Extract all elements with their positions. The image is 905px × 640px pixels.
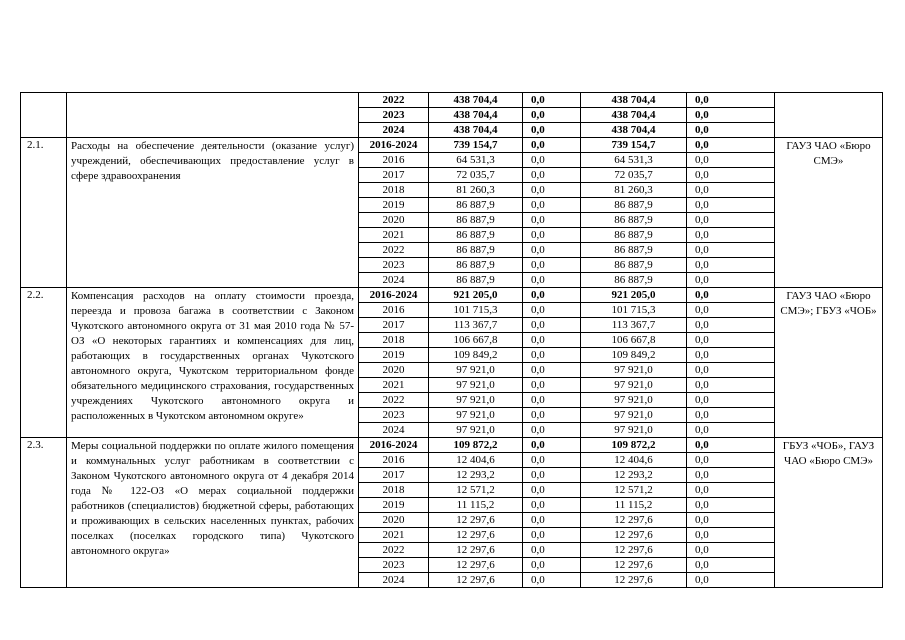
fund-amount-cell: 12 297,6 bbox=[581, 558, 687, 573]
row-number-cell: 2.1. bbox=[21, 138, 67, 288]
year-cell: 2018 bbox=[359, 483, 429, 498]
total-amount-cell: 12 404,6 bbox=[429, 453, 523, 468]
budget-table bbox=[20, 92, 883, 588]
zero-amount-cell: 0,0 bbox=[687, 228, 775, 243]
executor-cell bbox=[775, 93, 883, 138]
year-cell: 2023 bbox=[359, 408, 429, 423]
zero-amount-cell: 0,0 bbox=[687, 378, 775, 393]
zero-amount-cell: 0,0 bbox=[687, 363, 775, 378]
zero-amount-cell: 0,0 bbox=[523, 423, 581, 438]
total-amount-cell: 113 367,7 bbox=[429, 318, 523, 333]
fund-amount-cell: 438 704,4 bbox=[581, 108, 687, 123]
zero-amount-cell: 0,0 bbox=[687, 408, 775, 423]
zero-amount-cell: 0,0 bbox=[523, 453, 581, 468]
total-amount-cell: 97 921,0 bbox=[429, 378, 523, 393]
fund-amount-cell: 86 887,9 bbox=[581, 243, 687, 258]
zero-amount-cell: 0,0 bbox=[523, 93, 581, 108]
year-cell: 2017 bbox=[359, 468, 429, 483]
zero-amount-cell: 0,0 bbox=[523, 513, 581, 528]
table-row bbox=[21, 288, 883, 303]
fund-amount-cell: 109 872,2 bbox=[581, 438, 687, 453]
fund-amount-cell: 86 887,9 bbox=[581, 228, 687, 243]
year-cell: 2016-2024 bbox=[359, 288, 429, 303]
year-cell: 2023 bbox=[359, 108, 429, 123]
year-cell: 2023 bbox=[359, 258, 429, 273]
zero-amount-cell: 0,0 bbox=[523, 333, 581, 348]
zero-amount-cell: 0,0 bbox=[687, 453, 775, 468]
total-amount-cell: 97 921,0 bbox=[429, 423, 523, 438]
zero-amount-cell: 0,0 bbox=[523, 528, 581, 543]
activity-name-cell: Расходы на обеспечение деятельности (оказание услуг) учреждений, обеспечивающих предоставление услуг в сфере здравоохранения bbox=[67, 138, 359, 288]
zero-amount-cell: 0,0 bbox=[687, 558, 775, 573]
zero-amount-cell: 0,0 bbox=[687, 273, 775, 288]
total-amount-cell: 739 154,7 bbox=[429, 138, 523, 153]
year-cell: 2017 bbox=[359, 318, 429, 333]
fund-amount-cell: 12 293,2 bbox=[581, 468, 687, 483]
fund-amount-cell: 106 667,8 bbox=[581, 333, 687, 348]
total-amount-cell: 109 849,2 bbox=[429, 348, 523, 363]
table-row bbox=[21, 93, 883, 108]
year-cell: 2022 bbox=[359, 243, 429, 258]
total-amount-cell: 12 293,2 bbox=[429, 468, 523, 483]
zero-amount-cell: 0,0 bbox=[523, 498, 581, 513]
fund-amount-cell: 12 297,6 bbox=[581, 543, 687, 558]
zero-amount-cell: 0,0 bbox=[687, 93, 775, 108]
zero-amount-cell: 0,0 bbox=[523, 258, 581, 273]
year-cell: 2022 bbox=[359, 543, 429, 558]
zero-amount-cell: 0,0 bbox=[687, 423, 775, 438]
zero-amount-cell: 0,0 bbox=[687, 483, 775, 498]
total-amount-cell: 921 205,0 bbox=[429, 288, 523, 303]
year-cell: 2017 bbox=[359, 168, 429, 183]
zero-amount-cell: 0,0 bbox=[523, 183, 581, 198]
year-cell: 2020 bbox=[359, 363, 429, 378]
fund-amount-cell: 12 571,2 bbox=[581, 483, 687, 498]
table-row bbox=[21, 438, 883, 453]
fund-amount-cell: 12 297,6 bbox=[581, 528, 687, 543]
row-number-cell bbox=[21, 93, 67, 138]
year-cell: 2020 bbox=[359, 513, 429, 528]
zero-amount-cell: 0,0 bbox=[523, 288, 581, 303]
year-cell: 2019 bbox=[359, 348, 429, 363]
fund-amount-cell: 113 367,7 bbox=[581, 318, 687, 333]
total-amount-cell: 86 887,9 bbox=[429, 228, 523, 243]
year-cell: 2024 bbox=[359, 123, 429, 138]
zero-amount-cell: 0,0 bbox=[687, 198, 775, 213]
zero-amount-cell: 0,0 bbox=[523, 123, 581, 138]
year-cell: 2016-2024 bbox=[359, 438, 429, 453]
total-amount-cell: 86 887,9 bbox=[429, 273, 523, 288]
zero-amount-cell: 0,0 bbox=[687, 168, 775, 183]
fund-amount-cell: 11 115,2 bbox=[581, 498, 687, 513]
zero-amount-cell: 0,0 bbox=[687, 318, 775, 333]
zero-amount-cell: 0,0 bbox=[523, 543, 581, 558]
total-amount-cell: 101 715,3 bbox=[429, 303, 523, 318]
activity-name-cell bbox=[67, 93, 359, 138]
zero-amount-cell: 0,0 bbox=[687, 138, 775, 153]
zero-amount-cell: 0,0 bbox=[523, 318, 581, 333]
fund-amount-cell: 86 887,9 bbox=[581, 198, 687, 213]
zero-amount-cell: 0,0 bbox=[523, 438, 581, 453]
total-amount-cell: 86 887,9 bbox=[429, 213, 523, 228]
table-row bbox=[21, 138, 883, 153]
zero-amount-cell: 0,0 bbox=[687, 303, 775, 318]
fund-amount-cell: 739 154,7 bbox=[581, 138, 687, 153]
zero-amount-cell: 0,0 bbox=[687, 468, 775, 483]
total-amount-cell: 12 571,2 bbox=[429, 483, 523, 498]
fund-amount-cell: 438 704,4 bbox=[581, 123, 687, 138]
zero-amount-cell: 0,0 bbox=[687, 183, 775, 198]
zero-amount-cell: 0,0 bbox=[523, 573, 581, 588]
fund-amount-cell: 86 887,9 bbox=[581, 213, 687, 228]
zero-amount-cell: 0,0 bbox=[687, 348, 775, 363]
year-cell: 2024 bbox=[359, 573, 429, 588]
executor-cell: ГБУЗ «ЧОБ», ГАУЗ ЧАО «Бюро СМЭ» bbox=[775, 438, 883, 588]
fund-amount-cell: 101 715,3 bbox=[581, 303, 687, 318]
year-cell: 2019 bbox=[359, 498, 429, 513]
zero-amount-cell: 0,0 bbox=[687, 243, 775, 258]
zero-amount-cell: 0,0 bbox=[523, 243, 581, 258]
total-amount-cell: 12 297,6 bbox=[429, 528, 523, 543]
year-cell: 2018 bbox=[359, 333, 429, 348]
fund-amount-cell: 12 297,6 bbox=[581, 573, 687, 588]
total-amount-cell: 97 921,0 bbox=[429, 393, 523, 408]
year-cell: 2021 bbox=[359, 378, 429, 393]
year-cell: 2024 bbox=[359, 273, 429, 288]
year-cell: 2016 bbox=[359, 153, 429, 168]
fund-amount-cell: 109 849,2 bbox=[581, 348, 687, 363]
zero-amount-cell: 0,0 bbox=[687, 498, 775, 513]
year-cell: 2020 bbox=[359, 213, 429, 228]
zero-amount-cell: 0,0 bbox=[687, 108, 775, 123]
total-amount-cell: 72 035,7 bbox=[429, 168, 523, 183]
fund-amount-cell: 81 260,3 bbox=[581, 183, 687, 198]
zero-amount-cell: 0,0 bbox=[523, 213, 581, 228]
zero-amount-cell: 0,0 bbox=[523, 198, 581, 213]
fund-amount-cell: 921 205,0 bbox=[581, 288, 687, 303]
activity-name-cell: Компенсация расходов на оплату стоимости проезда, переезда и провоза багажа в соответствии с Законом Чукотского автономного округа от 31 мая 2010 года № 57-ОЗ «О некоторых гарантиях и компенсациях для лиц, работающих в государственных органах Чукотского автономного округа, Чукотском территориальном фонде обязательного медицинского страхования, государственных учреждениях Чукотского автономного округа и расположенных в Чукотском автономном округе» bbox=[67, 288, 359, 438]
zero-amount-cell: 0,0 bbox=[523, 483, 581, 498]
zero-amount-cell: 0,0 bbox=[523, 468, 581, 483]
zero-amount-cell: 0,0 bbox=[687, 513, 775, 528]
total-amount-cell: 86 887,9 bbox=[429, 243, 523, 258]
zero-amount-cell: 0,0 bbox=[523, 138, 581, 153]
row-number-cell: 2.2. bbox=[21, 288, 67, 438]
year-cell: 2018 bbox=[359, 183, 429, 198]
year-cell: 2022 bbox=[359, 93, 429, 108]
year-cell: 2016 bbox=[359, 453, 429, 468]
zero-amount-cell: 0,0 bbox=[523, 228, 581, 243]
total-amount-cell: 109 872,2 bbox=[429, 438, 523, 453]
zero-amount-cell: 0,0 bbox=[523, 408, 581, 423]
year-cell: 2019 bbox=[359, 198, 429, 213]
row-number-cell: 2.3. bbox=[21, 438, 67, 588]
zero-amount-cell: 0,0 bbox=[687, 393, 775, 408]
total-amount-cell: 81 260,3 bbox=[429, 183, 523, 198]
zero-amount-cell: 0,0 bbox=[523, 378, 581, 393]
year-cell: 2023 bbox=[359, 558, 429, 573]
fund-amount-cell: 72 035,7 bbox=[581, 168, 687, 183]
executor-cell: ГАУЗ ЧАО «Бюро СМЭ»; ГБУЗ «ЧОБ» bbox=[775, 288, 883, 438]
year-cell: 2022 bbox=[359, 393, 429, 408]
total-amount-cell: 12 297,6 bbox=[429, 573, 523, 588]
year-cell: 2021 bbox=[359, 528, 429, 543]
total-amount-cell: 438 704,4 bbox=[429, 93, 523, 108]
zero-amount-cell: 0,0 bbox=[687, 528, 775, 543]
fund-amount-cell: 438 704,4 bbox=[581, 93, 687, 108]
fund-amount-cell: 64 531,3 bbox=[581, 153, 687, 168]
zero-amount-cell: 0,0 bbox=[523, 153, 581, 168]
zero-amount-cell: 0,0 bbox=[523, 558, 581, 573]
fund-amount-cell: 97 921,0 bbox=[581, 423, 687, 438]
total-amount-cell: 106 667,8 bbox=[429, 333, 523, 348]
zero-amount-cell: 0,0 bbox=[523, 348, 581, 363]
zero-amount-cell: 0,0 bbox=[523, 363, 581, 378]
fund-amount-cell: 86 887,9 bbox=[581, 273, 687, 288]
zero-amount-cell: 0,0 bbox=[523, 108, 581, 123]
total-amount-cell: 64 531,3 bbox=[429, 153, 523, 168]
zero-amount-cell: 0,0 bbox=[687, 123, 775, 138]
fund-amount-cell: 97 921,0 bbox=[581, 378, 687, 393]
fund-amount-cell: 12 297,6 bbox=[581, 513, 687, 528]
total-amount-cell: 12 297,6 bbox=[429, 558, 523, 573]
total-amount-cell: 97 921,0 bbox=[429, 363, 523, 378]
zero-amount-cell: 0,0 bbox=[687, 288, 775, 303]
activity-name-cell: Меры социальной поддержки по оплате жилого помещения и коммунальных услуг работникам в соответствии с Законом Чукотского автономного округа от 4 декабря 2014 года № 122-ОЗ «О мерах социальной поддержки работников (специалистов) бюджетной сферы, работающих и проживающих в сельских населенных пунктах, рабочих поселках (поселках городского типа) Чукотского автономного округа» bbox=[67, 438, 359, 588]
fund-amount-cell: 86 887,9 bbox=[581, 258, 687, 273]
zero-amount-cell: 0,0 bbox=[523, 168, 581, 183]
zero-amount-cell: 0,0 bbox=[687, 258, 775, 273]
fund-amount-cell: 97 921,0 bbox=[581, 393, 687, 408]
executor-cell: ГАУЗ ЧАО «Бюро СМЭ» bbox=[775, 138, 883, 288]
year-cell: 2016 bbox=[359, 303, 429, 318]
total-amount-cell: 11 115,2 bbox=[429, 498, 523, 513]
total-amount-cell: 86 887,9 bbox=[429, 258, 523, 273]
zero-amount-cell: 0,0 bbox=[687, 333, 775, 348]
zero-amount-cell: 0,0 bbox=[687, 543, 775, 558]
year-cell: 2021 bbox=[359, 228, 429, 243]
zero-amount-cell: 0,0 bbox=[687, 213, 775, 228]
fund-amount-cell: 97 921,0 bbox=[581, 363, 687, 378]
total-amount-cell: 86 887,9 bbox=[429, 198, 523, 213]
total-amount-cell: 438 704,4 bbox=[429, 123, 523, 138]
zero-amount-cell: 0,0 bbox=[523, 303, 581, 318]
zero-amount-cell: 0,0 bbox=[687, 573, 775, 588]
fund-amount-cell: 97 921,0 bbox=[581, 408, 687, 423]
year-cell: 2024 bbox=[359, 423, 429, 438]
budget-table-body bbox=[21, 93, 883, 588]
fund-amount-cell: 12 404,6 bbox=[581, 453, 687, 468]
total-amount-cell: 97 921,0 bbox=[429, 408, 523, 423]
total-amount-cell: 438 704,4 bbox=[429, 108, 523, 123]
zero-amount-cell: 0,0 bbox=[687, 438, 775, 453]
total-amount-cell: 12 297,6 bbox=[429, 543, 523, 558]
total-amount-cell: 12 297,6 bbox=[429, 513, 523, 528]
zero-amount-cell: 0,0 bbox=[523, 273, 581, 288]
zero-amount-cell: 0,0 bbox=[523, 393, 581, 408]
year-cell: 2016-2024 bbox=[359, 138, 429, 153]
zero-amount-cell: 0,0 bbox=[687, 153, 775, 168]
